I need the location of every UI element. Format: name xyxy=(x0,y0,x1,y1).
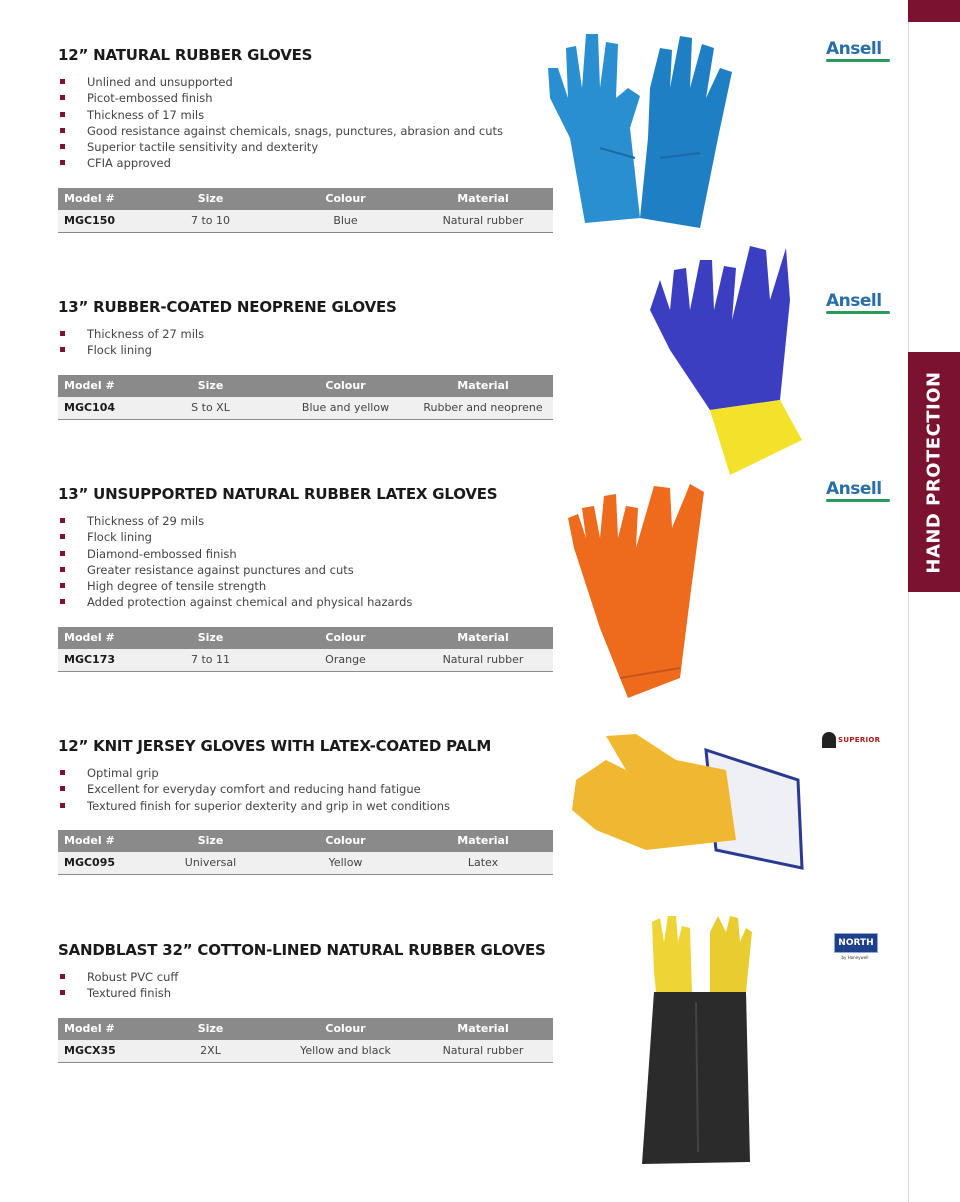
cell-model: MGCX35 xyxy=(58,1040,143,1063)
feature-item: Thickness of 17 mils xyxy=(58,107,553,123)
product-title: SANDBLAST 32” COTTON-LINED NATURAL RUBBER GLOVES xyxy=(58,941,546,959)
feature-item: Flock lining xyxy=(58,342,553,358)
spec-table xyxy=(58,1018,553,1063)
product-mgc104 xyxy=(58,298,553,420)
spec-table xyxy=(58,375,553,420)
feature-item: Excellent for everyday comfort and reducing hand fatigue xyxy=(58,781,553,797)
blue-rubber-gloves-image xyxy=(540,28,740,236)
cell-colour: Yellow and black xyxy=(278,1040,413,1063)
north-logo xyxy=(834,933,878,960)
feature-item: Thickness of 27 mils xyxy=(58,326,553,342)
logo-swoosh xyxy=(826,311,890,314)
feature-item: Robust PVC cuff xyxy=(58,969,553,985)
feature-item: Optimal grip xyxy=(58,765,553,781)
product-title: 12” NATURAL RUBBER GLOVES xyxy=(58,46,313,64)
cell-material: Natural rubber xyxy=(413,649,553,672)
header-model: Model # xyxy=(58,375,143,397)
table-header-row xyxy=(58,375,553,397)
cell-material: Latex xyxy=(413,852,553,875)
feature-item: CFIA approved xyxy=(58,155,553,171)
table-row xyxy=(58,210,553,233)
header-material: Material xyxy=(413,627,553,649)
feature-list xyxy=(58,326,553,359)
feature-item: Textured finish xyxy=(58,985,553,1001)
header-model: Model # xyxy=(58,627,143,649)
header-colour: Colour xyxy=(278,188,413,210)
cell-model: MGC173 xyxy=(58,649,143,672)
product-mgcx35 xyxy=(58,941,553,1063)
brand-name: Ansell xyxy=(826,39,882,59)
feature-list xyxy=(58,765,553,814)
cell-model: MGC150 xyxy=(58,210,143,233)
header-model: Model # xyxy=(58,1018,143,1040)
header-size: Size xyxy=(143,830,278,852)
sidebar-tab xyxy=(908,0,960,22)
cell-material: Rubber and neoprene xyxy=(413,397,553,420)
cell-colour: Blue xyxy=(278,210,413,233)
product-title: 13” RUBBER-COATED NEOPRENE GLOVES xyxy=(58,298,397,316)
ansell-logo xyxy=(826,480,890,502)
feature-item: Good resistance against chemicals, snags, punctures, abrasion and cuts xyxy=(58,123,553,139)
table-row xyxy=(58,649,553,672)
yellow-knit-jersey-glove-image xyxy=(566,730,806,872)
sandblast-glove-image xyxy=(640,912,760,1164)
header-model: Model # xyxy=(58,188,143,210)
cell-colour: Blue and yellow xyxy=(278,397,413,420)
header-material: Material xyxy=(413,188,553,210)
feature-item: Textured finish for superior dexterity and grip in wet conditions xyxy=(58,798,553,814)
superior-mark-icon xyxy=(822,732,836,748)
feature-item: Greater resistance against punctures and cuts xyxy=(58,562,553,578)
ansell-logo xyxy=(826,40,890,62)
header-model: Model # xyxy=(58,830,143,852)
header-colour: Colour xyxy=(278,627,413,649)
section-tab xyxy=(908,352,960,592)
header-colour: Colour xyxy=(278,375,413,397)
cell-size: 7 to 11 xyxy=(143,649,278,672)
feature-list xyxy=(58,513,553,611)
logo-swoosh xyxy=(826,59,890,62)
brand-name: SUPERIOR xyxy=(838,736,881,744)
header-material: Material xyxy=(413,1018,553,1040)
cell-model: MGC095 xyxy=(58,852,143,875)
feature-item: Thickness of 29 mils xyxy=(58,513,553,529)
brand-name: Ansell xyxy=(826,479,882,499)
orange-latex-glove-image xyxy=(560,478,710,708)
header-colour: Colour xyxy=(278,1018,413,1040)
cell-colour: Yellow xyxy=(278,852,413,875)
cell-size: Universal xyxy=(143,852,278,875)
spec-table xyxy=(58,627,553,672)
spec-table xyxy=(58,830,553,875)
feature-item: Unlined and unsupported xyxy=(58,74,553,90)
header-size: Size xyxy=(143,1018,278,1040)
brand-name: NORTH xyxy=(834,933,878,953)
cell-material: Natural rubber xyxy=(413,210,553,233)
product-title: 12” KNIT JERSEY GLOVES WITH LATEX-COATED PALM xyxy=(58,737,492,755)
table-header-row xyxy=(58,1018,553,1040)
superior-logo xyxy=(822,732,880,748)
brand-subtitle: by Honeywell xyxy=(841,955,869,960)
feature-item: High degree of tensile strength xyxy=(58,578,553,594)
header-size: Size xyxy=(143,375,278,397)
blue-yellow-neoprene-glove-image xyxy=(640,240,810,480)
header-material: Material xyxy=(413,830,553,852)
table-header-row xyxy=(58,188,553,210)
feature-list xyxy=(58,969,553,1002)
cell-size: 2XL xyxy=(143,1040,278,1063)
feature-item: Flock lining xyxy=(58,529,553,545)
product-mgc173 xyxy=(58,485,553,672)
table-row xyxy=(58,1040,553,1063)
logo-swoosh xyxy=(826,499,890,502)
product-title: 13” UNSUPPORTED NATURAL RUBBER LATEX GLOVES xyxy=(58,485,498,503)
header-material: Material xyxy=(413,375,553,397)
header-size: Size xyxy=(143,627,278,649)
product-mgc150 xyxy=(58,46,553,233)
table-row xyxy=(58,852,553,875)
cell-model: MGC104 xyxy=(58,397,143,420)
brand-name: Ansell xyxy=(826,291,882,311)
feature-item: Superior tactile sensitivity and dexterity xyxy=(58,139,553,155)
table-header-row xyxy=(58,830,553,852)
cell-size: S to XL xyxy=(143,397,278,420)
spec-table xyxy=(58,188,553,233)
header-size: Size xyxy=(143,188,278,210)
sidebar-strip xyxy=(908,0,960,1202)
header-colour: Colour xyxy=(278,830,413,852)
product-mgc095 xyxy=(58,737,553,875)
table-row xyxy=(58,397,553,420)
feature-item: Added protection against chemical and physical hazards xyxy=(58,594,553,610)
table-header-row xyxy=(58,627,553,649)
feature-list xyxy=(58,74,553,172)
cell-material: Natural rubber xyxy=(413,1040,553,1063)
feature-item: Diamond-embossed finish xyxy=(58,546,553,562)
feature-item: Picot-embossed finish xyxy=(58,90,553,106)
section-label: HAND PROTECTION xyxy=(923,370,945,574)
ansell-logo xyxy=(826,292,890,314)
cell-size: 7 to 10 xyxy=(143,210,278,233)
cell-colour: Orange xyxy=(278,649,413,672)
